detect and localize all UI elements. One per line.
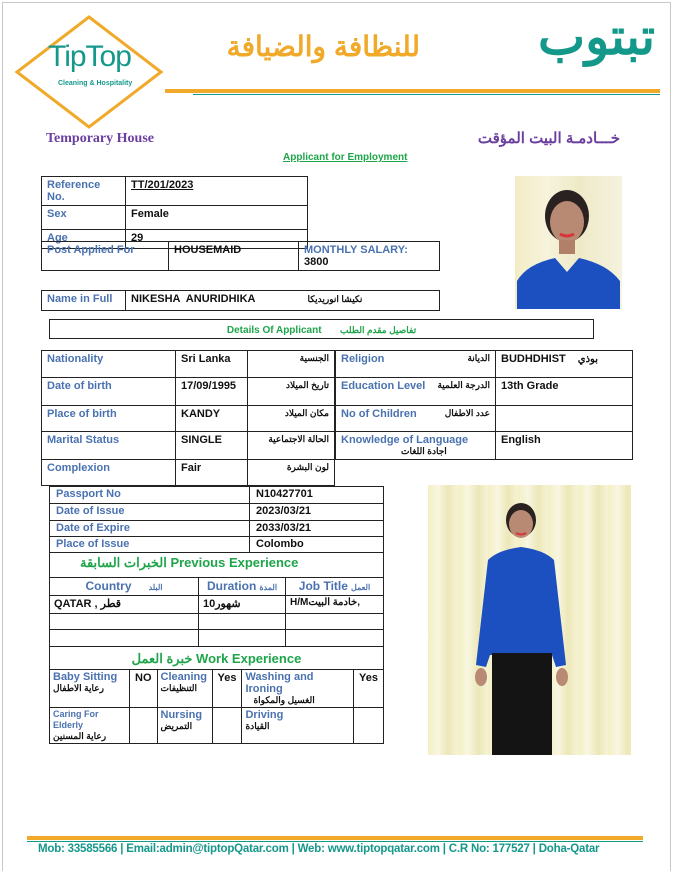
details-row xyxy=(336,432,633,460)
exp-country xyxy=(50,614,199,630)
skill-cleaning xyxy=(157,670,212,708)
language-label-cell xyxy=(336,432,496,460)
name-value: NIKESHA ANURIDHIKA xyxy=(131,293,256,305)
col-job-en: Job Title xyxy=(298,579,348,593)
age-value: 29 xyxy=(126,230,308,249)
salary-value: 3800 xyxy=(304,256,329,268)
sex-value: Female xyxy=(126,206,308,230)
col-country-en: Country xyxy=(85,579,132,593)
passport-row xyxy=(50,521,384,537)
skill-label: Cleaning xyxy=(160,671,207,683)
full-body-photo xyxy=(428,485,631,755)
language-arabic: اجادة اللغات xyxy=(401,446,447,456)
skill-value: Yes xyxy=(354,670,384,708)
exp-job-title xyxy=(286,630,384,647)
exp-country xyxy=(50,630,199,647)
title-arabic: خـــادمـة البيت المؤقت xyxy=(477,130,620,147)
details-row xyxy=(42,378,335,406)
col-duration-ar: المدة xyxy=(259,583,278,592)
nationality-label: Nationality xyxy=(42,351,176,378)
footer-orange-line xyxy=(27,836,643,840)
complexion-label: Complexion xyxy=(42,460,176,486)
details-header-arabic: تفاصيل مقدم الطلب xyxy=(340,325,417,335)
education-value: 13th Grade xyxy=(496,378,633,406)
experience-header-row xyxy=(50,578,384,596)
religion-value-cell xyxy=(496,351,633,378)
dob-label: Date of birth xyxy=(42,378,176,406)
col-job-title xyxy=(286,578,384,596)
skill-label: Driving xyxy=(245,709,284,721)
dob-arabic: تاريخ الميلاد xyxy=(248,378,335,406)
language-label: Knowledge of Language xyxy=(341,434,469,446)
logo-subtext: Cleaning & Hospitality xyxy=(58,80,133,87)
skill-value xyxy=(130,708,158,744)
dob-value: 17/09/1995 xyxy=(176,378,248,406)
portrait-photo xyxy=(515,176,622,309)
col-job-ar: العمل xyxy=(350,583,371,592)
name-label: Name in Full xyxy=(42,291,126,311)
education-arabic: الدرجة العلمية xyxy=(437,380,490,390)
skill-washing xyxy=(242,670,354,708)
previous-experience-table xyxy=(49,552,384,647)
expire-date-value: 2033/03/21 xyxy=(250,521,384,537)
header-teal-line xyxy=(193,94,660,95)
issue-place-value: Colombo xyxy=(250,537,384,553)
passport-no-value: N10427701 xyxy=(250,487,384,504)
footer-contact: Mob: 33585566 | Email:admin@tiptopQatar.com | Web: www.tiptopqatar.com | C.R No: 177527 | Doha-Qatar xyxy=(38,843,600,855)
children-arabic: عدد الاطفال xyxy=(444,408,490,418)
details-row xyxy=(42,406,335,432)
skill-elderly xyxy=(50,708,130,744)
passport-table xyxy=(49,486,384,553)
salary-cell xyxy=(299,242,440,271)
post-label: Post Applied For xyxy=(42,242,169,271)
work-experience-title: خبرة العمل Work Experience xyxy=(50,647,384,670)
issue-place-label: Place of Issue xyxy=(50,537,250,553)
reference-label: Reference No. xyxy=(42,177,126,206)
skill-driving xyxy=(242,708,354,744)
details-right-table xyxy=(335,350,633,460)
sex-label: Sex xyxy=(42,206,126,230)
post-value: HOUSEMAID xyxy=(169,242,299,271)
expire-date-label: Date of Expire xyxy=(50,521,250,537)
skill-value xyxy=(354,708,384,744)
details-left-table xyxy=(41,350,335,486)
basic-info-table xyxy=(41,176,308,249)
religion-value: BUDHDHIST xyxy=(501,353,566,365)
complexion-value: Fair xyxy=(176,460,248,486)
nationality-arabic: الجنسية xyxy=(248,351,335,378)
education-label: Education Level xyxy=(341,380,426,392)
skill-value: NO xyxy=(130,670,158,708)
pob-value: KANDY xyxy=(176,406,248,432)
experience-row xyxy=(50,614,384,630)
footer-teal-line xyxy=(27,841,643,842)
name-arabic: نكيشا انوريديكا xyxy=(307,294,363,304)
salary-label: MONTHLY SALARY: xyxy=(304,244,408,256)
work-row xyxy=(50,708,384,744)
name-table xyxy=(41,290,440,311)
passport-no-label: Passport No xyxy=(50,487,250,504)
skill-arabic: رعاية المسنين xyxy=(53,731,107,741)
reference-value: TT/201/2023 xyxy=(126,177,308,206)
person-portrait-icon xyxy=(515,176,622,309)
language-value: English xyxy=(496,432,633,460)
work-experience-table xyxy=(49,646,384,744)
issue-date-value: 2023/03/21 xyxy=(250,504,384,521)
skill-label: Washing and Ironing xyxy=(245,671,314,695)
children-value xyxy=(496,406,633,432)
skill-arabic: التمريض xyxy=(160,721,193,731)
skill-nursing xyxy=(157,708,212,744)
col-duration-en: Duration xyxy=(206,579,257,593)
logo xyxy=(14,14,164,130)
experience-row xyxy=(50,596,384,614)
details-row xyxy=(42,432,335,460)
children-label-cell xyxy=(336,406,496,432)
issue-date-label: Date of Issue xyxy=(50,504,250,521)
complexion-arabic: لون البشرة xyxy=(248,460,335,486)
experience-row xyxy=(50,630,384,647)
marital-label: Marital Status xyxy=(42,432,176,460)
passport-row xyxy=(50,537,384,553)
skill-arabic: التنظيفات xyxy=(160,683,198,693)
title-english: Temporary House xyxy=(46,131,154,146)
exp-country: QATAR , قطر xyxy=(50,596,199,614)
skill-label: Caring For Elderly xyxy=(53,709,99,730)
passport-row xyxy=(50,487,384,504)
pob-label: Place of birth xyxy=(42,406,176,432)
previous-experience-title: الخبرات السابقة Previous Experience xyxy=(50,553,384,578)
skill-baby-sitting xyxy=(50,670,130,708)
exp-duration: 10شهور xyxy=(199,596,286,614)
col-country-ar: البلد xyxy=(148,583,163,592)
age-label: Age xyxy=(42,230,126,249)
exp-job-title: H/Mخادمة البيت, xyxy=(286,596,384,614)
exp-duration xyxy=(199,630,286,647)
details-header-english: Details Of Applicant xyxy=(226,325,322,336)
religion-arabic: الديانة xyxy=(467,353,490,363)
marital-value: SINGLE xyxy=(176,432,248,460)
skill-arabic: رعاية الاطفال xyxy=(53,683,104,693)
skill-value xyxy=(212,708,242,744)
logo-text: TipTop xyxy=(48,40,131,73)
pob-arabic: مكان الميلاد xyxy=(248,406,335,432)
skill-arabic: القيادة xyxy=(245,721,270,731)
arabic-tagline: للنظافة والضيافة xyxy=(226,31,420,62)
skill-label: Nursing xyxy=(160,709,203,721)
religion-label-cell xyxy=(336,351,496,378)
exp-job-title xyxy=(286,614,384,630)
person-full-body-icon xyxy=(428,485,631,755)
religion-label: Religion xyxy=(341,353,385,365)
details-header-box xyxy=(49,319,594,339)
exp-duration xyxy=(199,614,286,630)
details-row xyxy=(42,460,335,486)
nationality-value: Sri Lanka xyxy=(176,351,248,378)
passport-row xyxy=(50,504,384,521)
name-cell xyxy=(126,291,440,311)
details-row xyxy=(336,406,633,432)
education-label-cell xyxy=(336,378,496,406)
skill-arabic: الغسيل والمكواة xyxy=(253,695,315,705)
details-row xyxy=(336,378,633,406)
religion-value-arabic: بوذي xyxy=(577,354,599,365)
skill-label: Baby Sitting xyxy=(53,671,118,683)
post-table xyxy=(41,241,440,271)
subtitle: Applicant for Employment xyxy=(283,152,408,163)
col-duration xyxy=(199,578,286,596)
work-row xyxy=(50,670,384,708)
details-row xyxy=(336,351,633,378)
col-country xyxy=(50,578,199,596)
marital-arabic: الحالة الاجتماعية xyxy=(248,432,335,460)
details-row xyxy=(42,351,335,378)
arabic-brand: تبتوب xyxy=(538,9,655,65)
skill-value: Yes xyxy=(212,670,242,708)
header-orange-line xyxy=(165,89,660,93)
children-label: No of Children xyxy=(341,408,417,420)
